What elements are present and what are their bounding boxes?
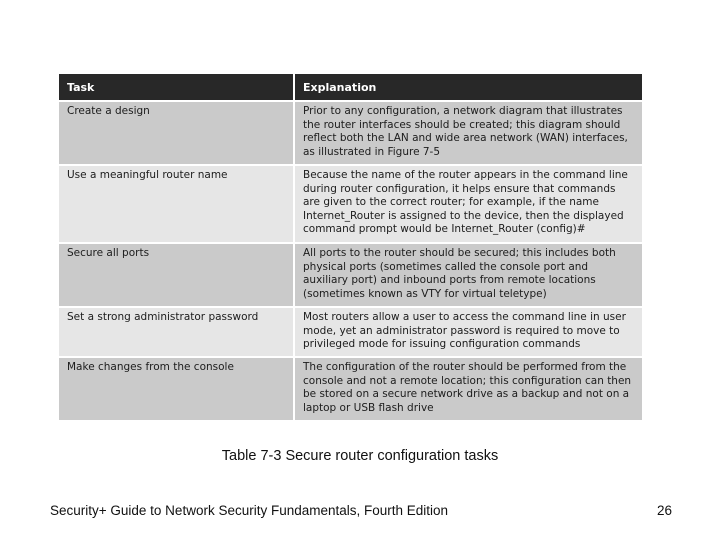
explanation-cell: Prior to any configuration, a network diagram that illustrates the router interfaces should be created; this diagram should reflect both the LAN and wide area network (WAN) interfaces, as illustrated in Figure 7-5 (295, 102, 642, 164)
table-row (59, 100, 642, 164)
page-number: 26 (656, 503, 672, 518)
table-row (59, 242, 642, 306)
explanation-cell: The configuration of the router should be performed from the console and not a remote location; this configuration can then be stored on a secure network drive as a backup and not on a laptop or USB flash drive (295, 358, 642, 420)
task-cell: Secure all ports (59, 244, 295, 306)
task-cell: Make changes from the console (59, 358, 295, 420)
footer-title: Security+ Guide to Network Security Fundamentals, Fourth Edition (50, 503, 449, 518)
header-task: Task (59, 74, 295, 100)
table-header-row (59, 74, 642, 100)
table-row (59, 306, 642, 356)
table-caption: Table 7-3 Secure router configuration tasks (221, 448, 499, 464)
table-row (59, 356, 642, 420)
explanation-cell: Most routers allow a user to access the command line in user mode, yet an administrator password is required to move to privileged mode for issuing configuration commands (295, 308, 642, 356)
task-cell: Create a design (59, 102, 295, 164)
explanation-cell: Because the name of the router appears in the command line during router configuration, it helps ensure that commands are given to the correct router; for example, if the name Internet_Router is assigned to the device, then the displayed command prompt would be Internet_Router (config)# (295, 166, 642, 242)
explanation-cell: All ports to the router should be secured; this includes both physical ports (sometimes called the console port and auxiliary port) and inbound ports from remote locations (sometimes known as VTY for virtual teletype) (295, 244, 642, 306)
table-row (59, 164, 642, 242)
task-cell: Use a meaningful router name (59, 166, 295, 242)
header-explanation: Explanation (295, 74, 642, 100)
config-tasks-table (59, 74, 642, 420)
task-cell: Set a strong administrator password (59, 308, 295, 356)
